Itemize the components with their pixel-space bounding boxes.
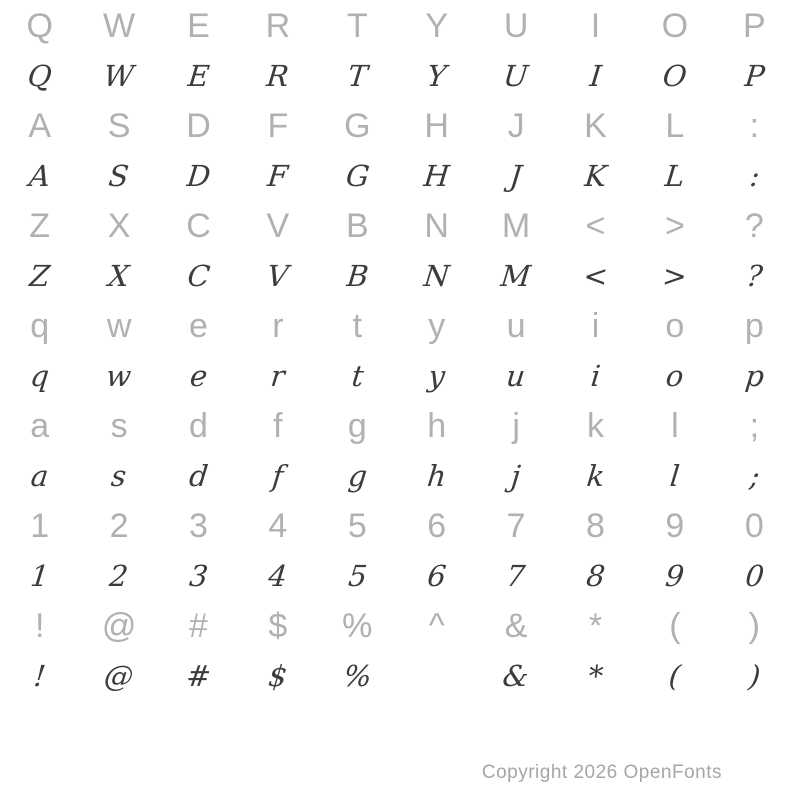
script-glyph: M xyxy=(499,258,533,293)
script-glyph: * xyxy=(586,658,605,693)
sans-glyph: V xyxy=(266,207,290,245)
glyph-row-sans xyxy=(0,403,794,449)
script-glyph: h xyxy=(425,458,448,493)
sans-glyph: 8 xyxy=(586,507,605,545)
sans-glyph: 4 xyxy=(268,507,288,545)
script-glyph: ? xyxy=(744,258,764,293)
script-glyph: F xyxy=(266,158,290,193)
sans-glyph: 2 xyxy=(109,507,129,545)
script-glyph: 1 xyxy=(28,558,51,593)
script-glyph: 8 xyxy=(584,558,607,593)
sans-glyph: $ xyxy=(268,607,288,645)
sans-glyph: W xyxy=(103,7,136,45)
script-glyph: s xyxy=(109,458,129,493)
script-glyph: 2 xyxy=(108,558,131,593)
sans-glyph: > xyxy=(664,207,685,245)
script-glyph: A xyxy=(27,158,53,193)
script-glyph: j xyxy=(509,458,523,493)
sans-glyph: D xyxy=(186,107,211,145)
sans-glyph: ^ xyxy=(428,607,445,645)
script-glyph: a xyxy=(29,458,51,493)
script-glyph: L xyxy=(663,158,687,193)
script-glyph: S xyxy=(107,158,131,193)
sans-glyph: l xyxy=(671,407,679,445)
sans-glyph: H xyxy=(424,107,449,145)
glyph-pair xyxy=(0,503,794,603)
script-glyph: E xyxy=(186,58,211,93)
sans-glyph: ) xyxy=(748,607,760,645)
sans-glyph: X xyxy=(107,207,131,245)
sans-glyph: p xyxy=(744,307,764,345)
script-glyph: T xyxy=(345,58,369,93)
sans-glyph: I xyxy=(590,7,601,45)
script-glyph: 3 xyxy=(187,558,210,593)
glyph-pair xyxy=(0,303,794,403)
sans-glyph: & xyxy=(504,607,528,645)
sans-glyph: o xyxy=(665,307,685,345)
script-glyph: d xyxy=(187,458,210,493)
glyph-pair xyxy=(0,603,794,703)
script-glyph: : xyxy=(747,158,762,193)
sans-glyph: # xyxy=(189,607,208,645)
script-glyph: r xyxy=(269,358,287,393)
script-glyph: u xyxy=(505,358,528,393)
sans-glyph: R xyxy=(265,7,291,45)
glyph-row-script xyxy=(0,249,794,303)
script-glyph: o xyxy=(664,358,686,393)
glyph-row-script xyxy=(0,149,794,203)
script-glyph: t xyxy=(349,358,365,393)
sans-glyph: L xyxy=(665,107,685,145)
sans-glyph: d xyxy=(189,407,208,445)
sans-glyph: K xyxy=(584,107,607,145)
script-glyph: ( xyxy=(667,658,683,693)
script-glyph: $ xyxy=(266,658,289,693)
script-glyph: V xyxy=(265,258,291,293)
script-glyph: l xyxy=(668,458,682,493)
sans-glyph: Y xyxy=(425,7,449,45)
glyph-row-script xyxy=(0,449,794,503)
script-glyph: ; xyxy=(747,458,762,493)
sans-glyph: P xyxy=(742,7,766,45)
script-glyph: ! xyxy=(32,658,48,693)
sans-glyph: u xyxy=(506,307,526,345)
script-glyph: B xyxy=(344,258,370,293)
glyph-row-script xyxy=(0,649,794,703)
script-glyph: 5 xyxy=(346,558,369,593)
sans-glyph: % xyxy=(342,607,373,645)
sans-glyph: 5 xyxy=(347,507,367,545)
sans-glyph: h xyxy=(427,407,447,445)
script-glyph: g xyxy=(346,458,369,493)
sans-glyph: j xyxy=(512,407,520,445)
script-glyph: Z xyxy=(27,258,52,293)
script-glyph: ) xyxy=(746,658,762,693)
sans-glyph: q xyxy=(30,307,50,345)
glyph-row-sans xyxy=(0,603,794,649)
sans-glyph: E xyxy=(187,7,210,45)
script-glyph: p xyxy=(743,358,766,393)
script-glyph: w xyxy=(104,358,134,393)
sans-glyph: 1 xyxy=(30,507,50,545)
script-glyph: @ xyxy=(102,658,136,693)
sans-glyph: w xyxy=(106,307,132,345)
sans-glyph: 7 xyxy=(506,507,526,545)
script-glyph: 7 xyxy=(505,558,528,593)
sans-glyph: g xyxy=(347,407,367,445)
sans-glyph: k xyxy=(586,407,604,445)
glyph-grid xyxy=(0,3,794,703)
sans-glyph: < xyxy=(585,207,606,245)
script-glyph: O xyxy=(661,58,689,93)
sans-glyph: F xyxy=(267,107,289,145)
sans-glyph: ( xyxy=(669,607,681,645)
script-glyph: C xyxy=(185,258,212,293)
sans-glyph: ? xyxy=(744,207,764,245)
sans-glyph: : xyxy=(749,107,760,145)
sans-glyph: O xyxy=(661,7,689,45)
sans-glyph: y xyxy=(428,307,446,345)
script-glyph: < xyxy=(581,258,610,293)
sans-glyph: B xyxy=(345,207,369,245)
sans-glyph: C xyxy=(186,207,211,245)
glyph-row-script xyxy=(0,49,794,103)
sans-glyph: 6 xyxy=(427,507,447,545)
sans-glyph: ; xyxy=(749,407,760,445)
script-glyph: K xyxy=(582,158,609,193)
script-glyph: D xyxy=(185,158,212,193)
glyph-row-sans xyxy=(0,303,794,349)
script-glyph: U xyxy=(502,58,531,93)
glyph-row-script xyxy=(0,349,794,403)
sans-glyph: i xyxy=(591,307,600,345)
glyph-row-sans xyxy=(0,103,794,149)
sans-glyph: ! xyxy=(34,607,45,645)
sans-glyph: M xyxy=(501,207,531,245)
glyph-row-script xyxy=(0,549,794,603)
script-glyph: % xyxy=(341,658,373,693)
sans-glyph: @ xyxy=(101,607,137,645)
glyph-pair xyxy=(0,403,794,503)
script-glyph: # xyxy=(184,658,213,693)
sans-glyph: G xyxy=(344,107,371,145)
script-glyph: X xyxy=(107,258,132,293)
script-glyph: y xyxy=(426,358,447,393)
script-glyph: Q xyxy=(26,58,54,93)
script-glyph: R xyxy=(265,58,291,93)
glyph-row-sans xyxy=(0,503,794,549)
script-glyph: i xyxy=(589,358,602,393)
sans-glyph: r xyxy=(272,307,284,345)
glyph-row-sans xyxy=(0,203,794,249)
script-glyph: W xyxy=(102,58,136,93)
sans-glyph: 0 xyxy=(744,507,764,545)
sans-glyph: Q xyxy=(26,7,53,45)
script-glyph: Y xyxy=(425,58,449,93)
sans-glyph: 9 xyxy=(665,507,685,545)
glyph-pair xyxy=(0,203,794,303)
script-glyph: H xyxy=(422,158,452,193)
script-glyph: 4 xyxy=(266,558,289,593)
script-glyph: k xyxy=(584,458,607,493)
script-glyph: N xyxy=(422,258,452,293)
script-glyph: 9 xyxy=(663,558,686,593)
sans-glyph: e xyxy=(189,307,208,345)
script-glyph: 0 xyxy=(743,558,766,593)
sans-glyph: J xyxy=(507,107,525,145)
script-glyph: P xyxy=(742,58,766,93)
sans-glyph: Z xyxy=(29,207,51,245)
script-glyph: 6 xyxy=(425,558,448,593)
script-glyph: > xyxy=(661,258,689,293)
sans-glyph: S xyxy=(107,107,131,145)
sans-glyph: s xyxy=(110,407,128,445)
sans-glyph: t xyxy=(352,307,363,345)
script-glyph: I xyxy=(588,58,604,93)
glyph-pair xyxy=(0,103,794,203)
script-glyph: q xyxy=(28,358,51,393)
sans-glyph: f xyxy=(273,407,283,445)
sans-glyph: T xyxy=(346,7,368,45)
sans-glyph: 3 xyxy=(189,507,208,545)
glyph-row-sans xyxy=(0,3,794,49)
sans-glyph: N xyxy=(424,207,449,245)
script-glyph: e xyxy=(188,358,209,393)
sans-glyph: a xyxy=(30,407,50,445)
script-glyph: G xyxy=(343,158,371,193)
glyph-pair xyxy=(0,3,794,103)
sans-glyph: * xyxy=(588,607,603,645)
script-glyph: J xyxy=(508,158,524,193)
sans-glyph: A xyxy=(28,107,52,145)
sans-glyph: U xyxy=(503,7,529,45)
script-glyph: f xyxy=(270,458,286,493)
script-glyph: & xyxy=(501,658,531,693)
copyright-text: Copyright 2026 OpenFonts xyxy=(481,762,722,783)
